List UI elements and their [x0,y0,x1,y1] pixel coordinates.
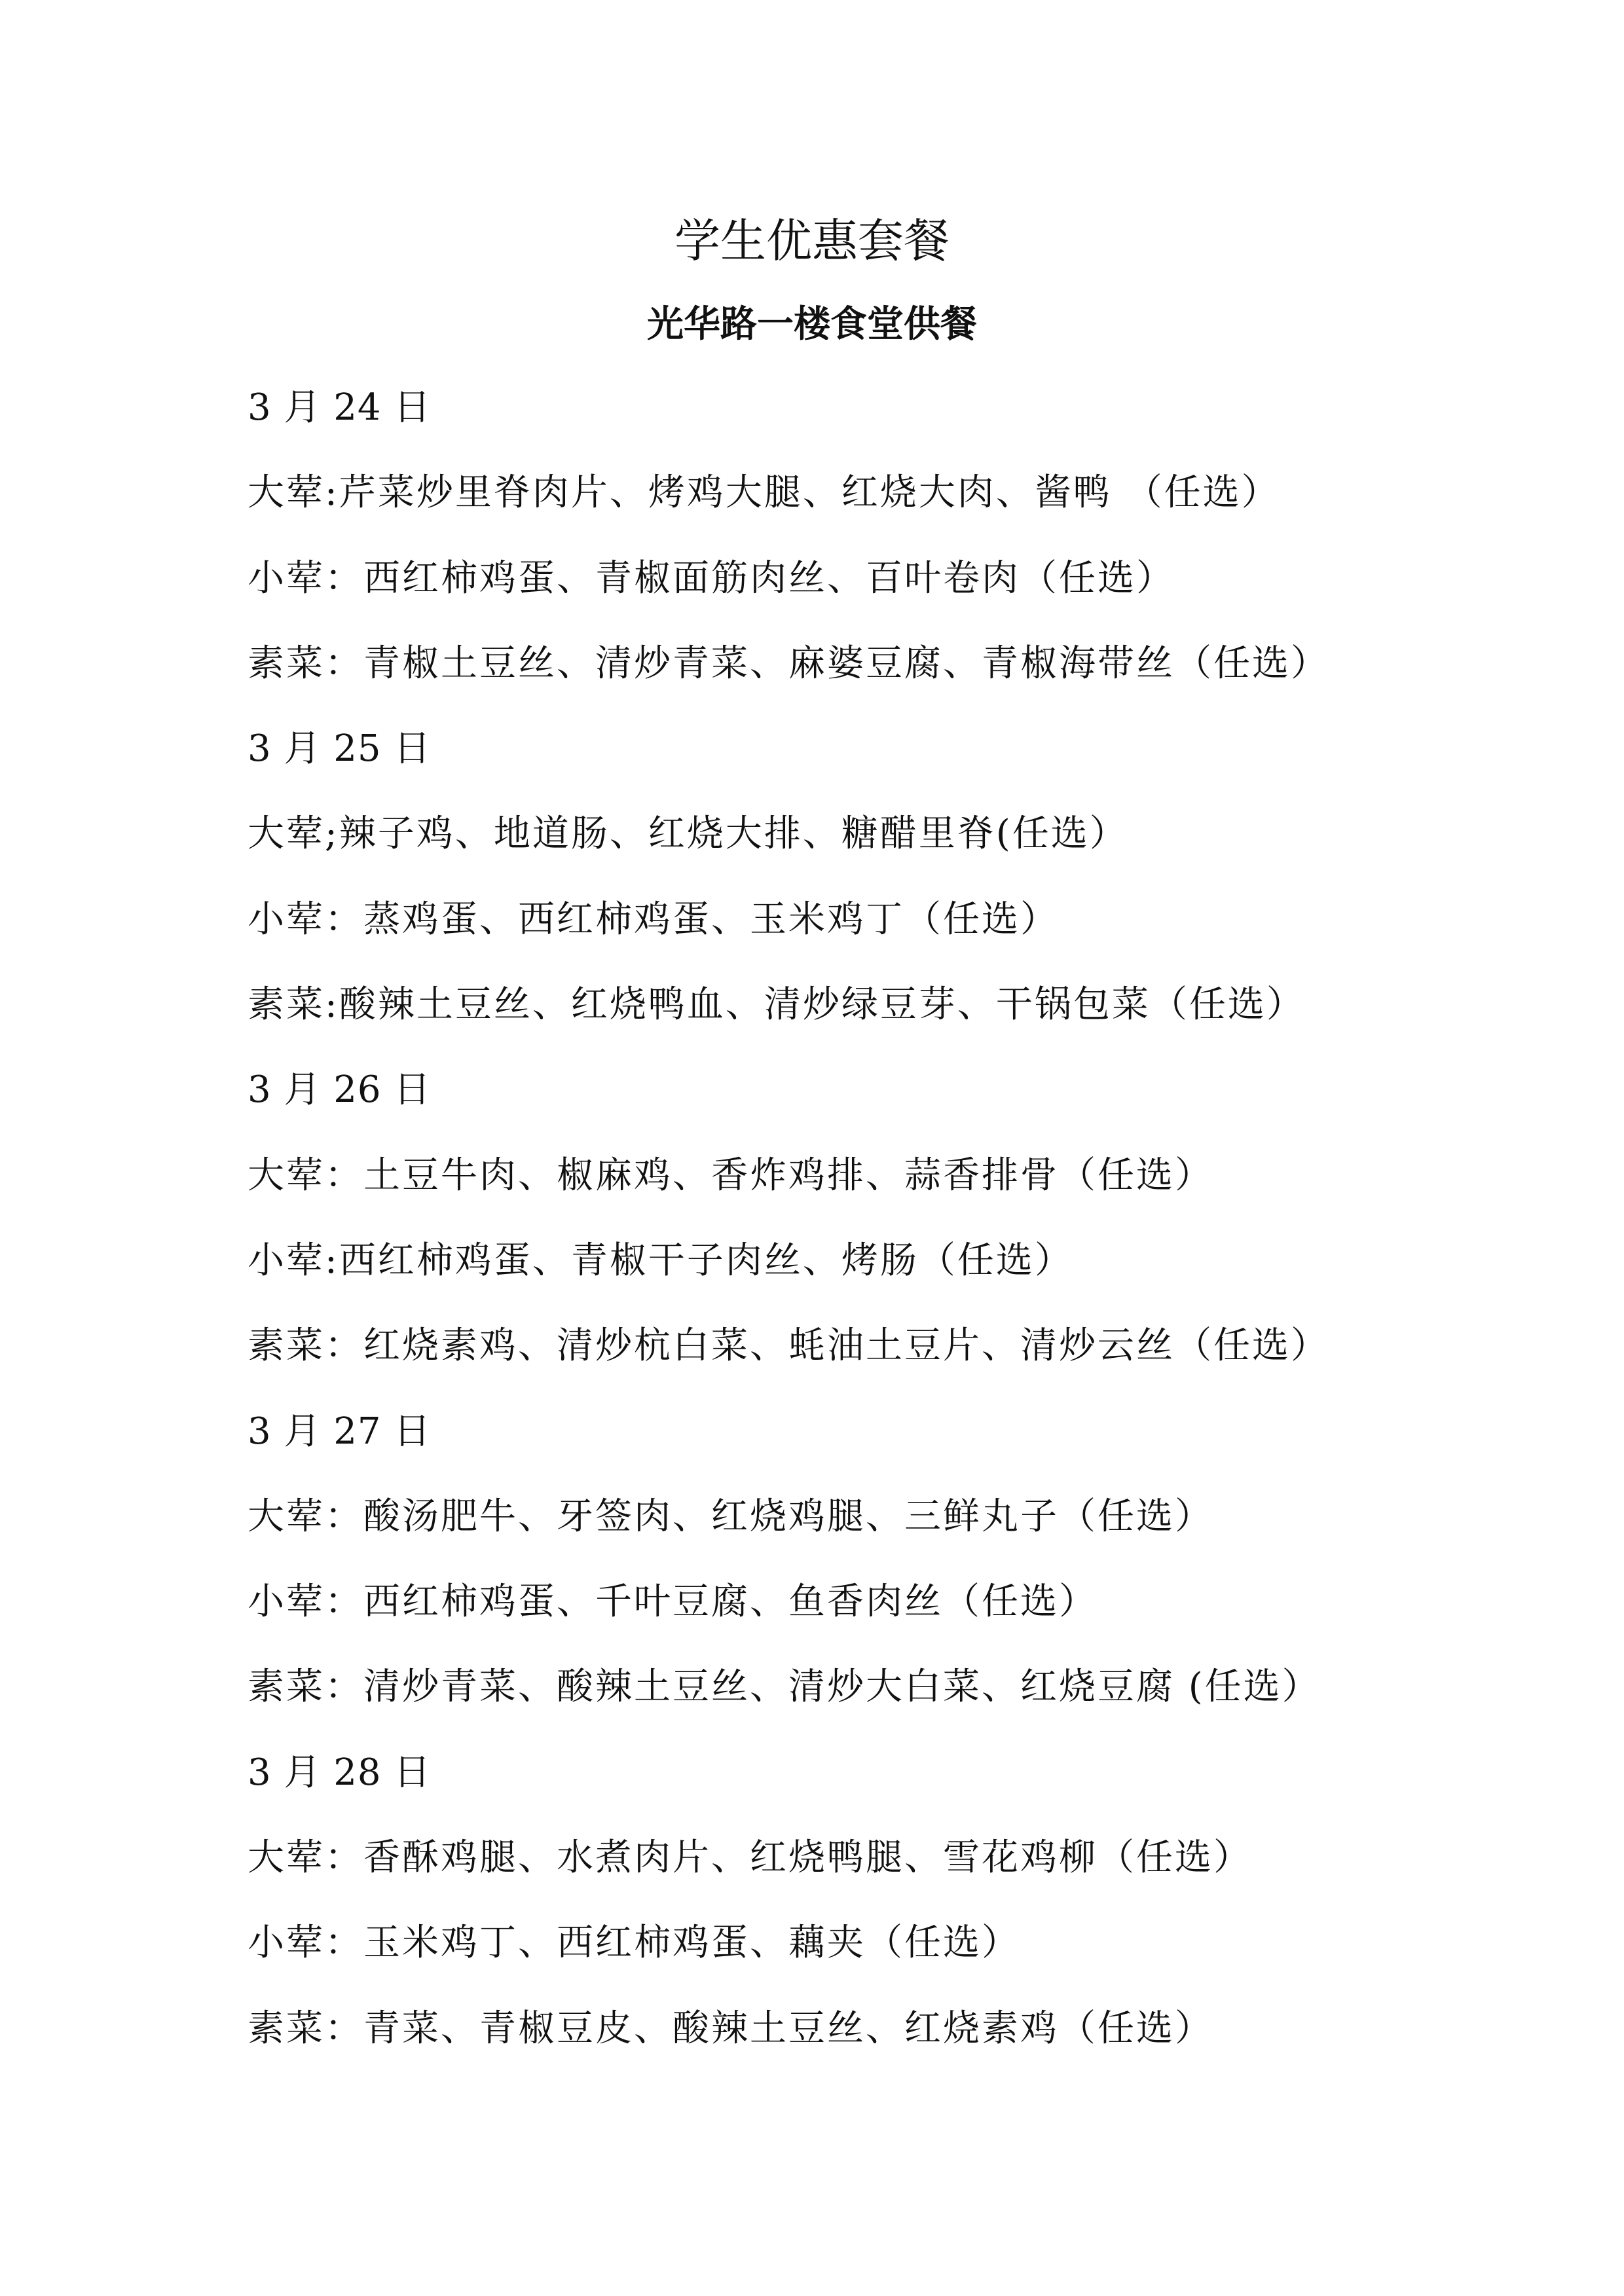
page-title: 学生优惠套餐 [674,214,950,268]
vegetable-line: 素菜:酸辣土豆丝、红烧鸭血、清炒绿豆芽、干锅包菜（任选） [248,983,1305,1027]
big-meat-line: 大荤:芹菜炒里脊肉片、烤鸡大腿、红烧大肉、酱鸭 （任选） [248,471,1280,515]
date-heading: 3 月 28 日 [248,1751,432,1794]
date-heading: 3 月 26 日 [248,1068,432,1112]
small-meat-line: 小荤:西红柿鸡蛋、青椒干子肉丝、烤肠（任选） [248,1239,1073,1282]
page-subtitle: 光华路一楼食堂供餐 [647,302,977,346]
date-heading: 3 月 25 日 [248,727,432,771]
big-meat-line: 大荤;辣子鸡、地道肠、红烧大排、糖醋里脊(任选） [248,812,1128,856]
small-meat-line: 小荤：玉米鸡丁、西红柿鸡蛋、藕夹（任选） [248,1922,1020,1965]
small-meat-line: 小荤：蒸鸡蛋、西红柿鸡蛋、玉米鸡丁（任选） [248,898,1059,941]
daily-menu-list [248,378,1557,2085]
big-meat-line: 大荤：土豆牛肉、椒麻鸡、香炸鸡排、蒜香排骨（任选） [248,1154,1213,1197]
big-meat-line: 大荤：酸汤肥牛、牙签肉、红烧鸡腿、三鲜丸子（任选） [248,1495,1213,1538]
small-meat-line: 小荤：西红柿鸡蛋、青椒面筋肉丝、百叶卷肉（任选） [248,556,1175,600]
vegetable-line: 素菜：青椒土豆丝、清炒青菜、麻婆豆腐、青椒海带丝（任选） [248,642,1329,685]
date-heading: 3 月 24 日 [248,386,432,429]
small-meat-line: 小荤：西红柿鸡蛋、千叶豆腐、鱼香肉丝（任选） [248,1580,1098,1624]
vegetable-line: 素菜：青菜、青椒豆皮、酸辣土豆丝、红烧素鸡（任选） [248,2007,1213,2050]
vegetable-line: 素菜：清炒青菜、酸辣土豆丝、清炒大白菜、红烧豆腐 (任选） [248,1666,1321,1709]
date-heading: 3 月 27 日 [248,1410,432,1453]
vegetable-line: 素菜：红烧素鸡、清炒杭白菜、蚝油土豆片、清炒云丝（任选） [248,1324,1329,1368]
big-meat-line: 大荤：香酥鸡腿、水煮肉片、红烧鸭腿、雪花鸡柳（任选） [248,1836,1252,1880]
